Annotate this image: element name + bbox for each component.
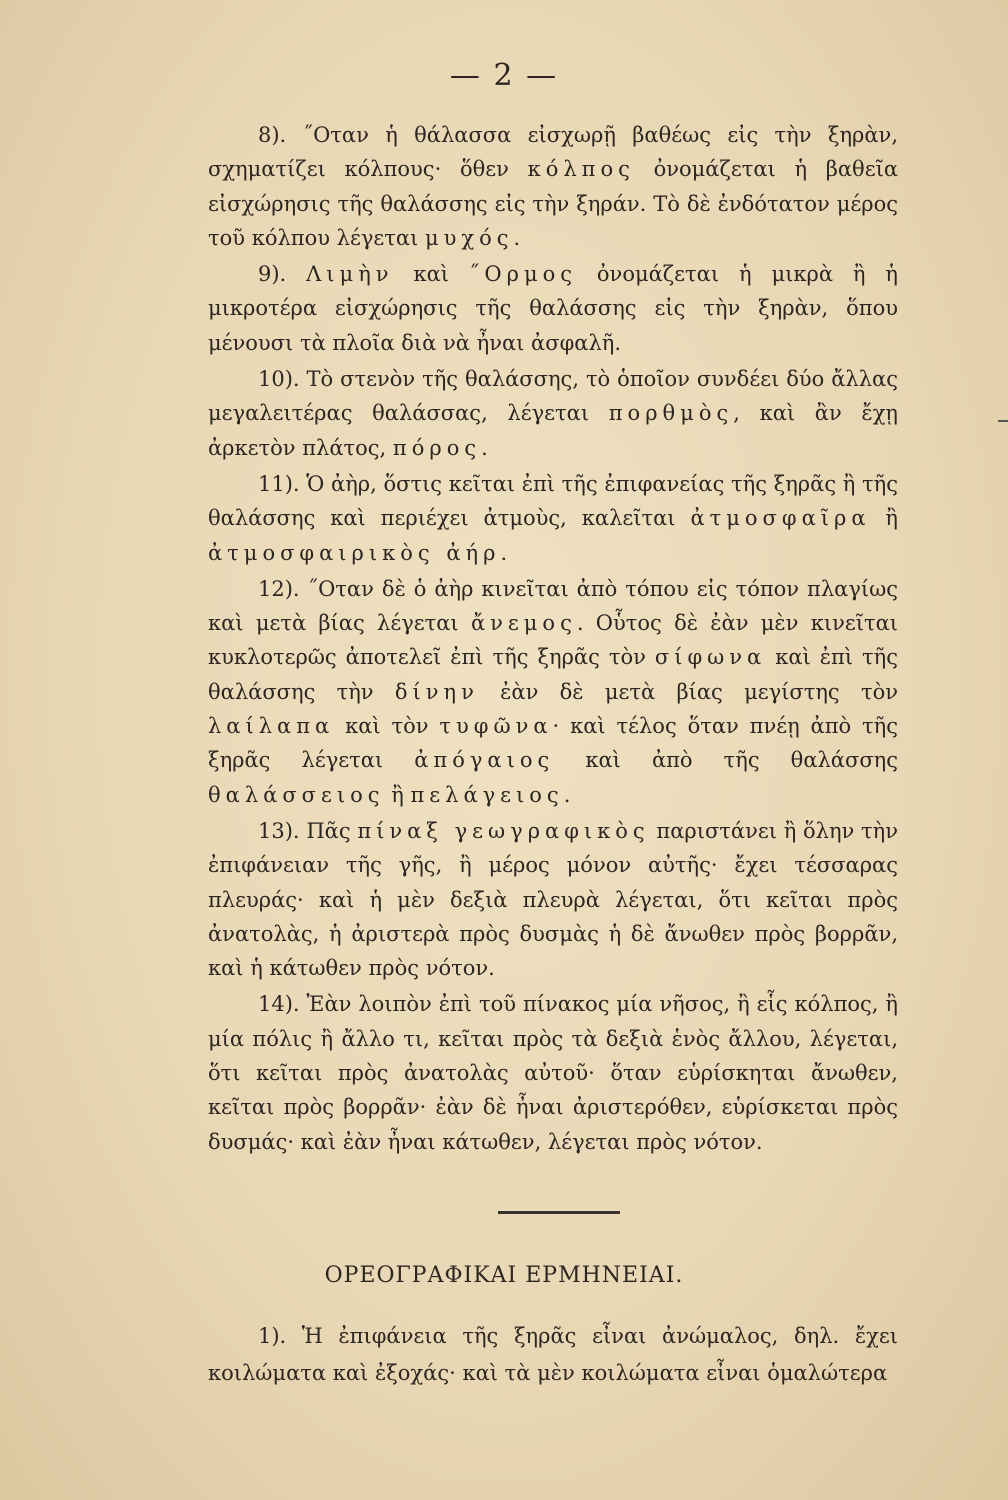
text-run: · καὶ τέλος ὅταν πνέῃ ἀπὸ τῆς ξηρᾶς λέγεται: [208, 714, 898, 773]
spaced-term: ἀτμοσφαῖρα: [690, 506, 871, 531]
text-run: καὶ ἀπὸ τῆς θαλάσσης: [554, 748, 898, 773]
text-run: ˝Οταν δὲ ὁ ἀὴρ κινεῖται ἀπὸ τόπου εἰς τόπον πλαγίως καὶ μετὰ βίας λέγεται: [208, 576, 898, 636]
paragraph-number: 12).: [258, 576, 300, 601]
text-run: Τὸ στενὸν τῆς θαλάσσης, τὸ ὁποῖον συνδέει δύο ἄλλας μεγαλειτέρας θαλάσσας, λέγεται: [208, 367, 898, 426]
section-divider: [498, 1211, 620, 1214]
spaced-term: θαλάσσειος: [208, 782, 385, 807]
paragraph-number: 9).: [258, 262, 287, 287]
spaced-term: μυχός: [425, 225, 514, 250]
spaced-term: δίνην: [394, 679, 479, 704]
paragraph: [208, 467, 898, 570]
text-run: Ὁ ἀὴρ, ὅστις κεῖται ἐπὶ τῆς ἐπιφανείας τῆς ξηρᾶς ἢ τῆς θαλάσσης καὶ περιέχει ἀτμοὺς, καλεῖται: [208, 471, 898, 531]
paragraph: [208, 362, 898, 465]
spaced-term: σίφωνα: [654, 645, 767, 670]
spaced-term: πόρος: [392, 435, 482, 460]
text-run: ἢ: [384, 782, 411, 807]
text-run: παριστάνει ἢ ὅλην τὴν ἐπιφάνειαν τῆς γῆς, ἢ μέρος μόνον αὐτῆς· ἔχει τέσσαρας πλευράς· καὶ ἡ μὲν δεξιὰ πλευρὰ λέγεται, ὅτι κεῖται πρὸς ἀνατολὰς, ἡ ἀριστερὰ πρὸς δυσμὰς ἡ δὲ ἄνωθεν πρὸς βορρᾶν, καὶ ἡ κάτωθεν πρὸς νότον.: [208, 818, 898, 981]
text-run: ἢ: [870, 506, 899, 531]
paragraph: [208, 257, 898, 360]
page-number: — 2 —: [449, 58, 559, 93]
text-run: ὀνομάζεται ἡ βαθεῖα εἰσχώρησις τῆς θαλάσσης εἰς τὴν ξηράν. Τὸ δὲ ἐνδότατον μέρος τοῦ κόλπου λέγεται: [208, 157, 898, 250]
paragraph-number: 11).: [258, 471, 300, 496]
paragraph-number: 8).: [258, 123, 287, 147]
text-run: , καὶ ἂν ἔχῃ ἀρκετὸν πλάτος,: [208, 401, 899, 460]
body-text: [208, 118, 898, 1159]
text-run: . Οὗτος δὲ ἐὰν μὲν κινεῖται κυκλοτερῶς ἀποτελεῖ ἐπὶ τῆς ξηρᾶς τὸν: [208, 611, 898, 670]
spaced-term: πίναξ γεωγραφικὸς: [357, 818, 650, 843]
spaced-term: ἄνεμος: [470, 611, 577, 636]
spaced-term: πελάγειος: [410, 782, 564, 807]
text-run: .: [500, 540, 508, 565]
text-run: ὀνομάζεται ἡ μικρὰ ἢ ἡ μικροτέρα εἰσχώρησις τῆς θαλάσσης εἰς τὴν ξηρὰν, ὅπου μένουσι τὰ πλοῖα διὰ νὰ ἦναι ἀσφαλῆ.: [208, 262, 898, 355]
spaced-term: πορθμὸς: [608, 401, 734, 426]
text-run: Πᾶς: [306, 818, 358, 843]
paragraph-number: 1).: [258, 1324, 287, 1348]
text-run: .: [513, 225, 521, 250]
text-run: .: [563, 782, 571, 807]
text-run: Ἡ ἐπιφάνεια τῆς ξηρᾶς εἶναι ἀνώμαλος, δηλ. ἔχει κοιλώματα καὶ ἐξοχάς· καὶ τὰ μὲν κοιλώματα εἶναι ὁμαλώτερα: [208, 1324, 898, 1385]
paragraph: [208, 572, 898, 812]
text-run: καὶ ἐπὶ τῆς θαλάσσης τὴν: [208, 645, 898, 704]
paragraph: [208, 118, 898, 255]
paragraph: [208, 814, 898, 985]
spaced-term: τυφῶνα: [439, 714, 553, 739]
paragraph-number: 13).: [258, 818, 300, 843]
text-run: .: [481, 435, 488, 460]
paragraph-number: 10).: [258, 367, 300, 392]
paragraph-number: 14).: [258, 992, 300, 1017]
spaced-term: κόλπος: [527, 157, 635, 182]
text-run: καὶ τὸν: [334, 714, 440, 739]
text-run: ἐὰν δὲ μετὰ βίας μεγίστης τὸν: [478, 679, 898, 704]
spaced-term: ἀτμοσφαιρικὸς ἀήρ: [208, 540, 501, 565]
spaced-term: λαίλαπα: [208, 714, 335, 739]
spaced-term: Λιμὴν: [306, 262, 394, 287]
section-body-text: [208, 1318, 898, 1392]
margin-mark: [998, 420, 1008, 422]
paragraph: [208, 1318, 898, 1392]
text-run: Ἐὰν λοιπὸν ἐπὶ τοῦ πίνακος μία νῆσος, ἢ εἷς κόλπος, ἢ μία πόλις ἢ ἄλλο τι, κεῖται πρὸς τὰ δεξιὰ ἑνὸς ἄλλου, λέγεται, ὅτι κεῖται πρὸς ἀνατολὰς αὐτοῦ· ὅταν εὑρίσκηται ἄνωθεν, κεῖται πρὸς βορρᾶν· ἐὰν δὲ ἦναι ἀριστερόθεν, εὑρίσκεται πρὸς δυσμάς· καὶ ἐὰν ἦναι κάτωθεν, λέγεται πρὸς νότον.: [208, 992, 898, 1154]
spaced-term: ˝Ορμος: [468, 262, 578, 287]
section-heading: ΟΡΕΟΓΡΑΦΙΚΑΙ ΕΡΜΗΝΕΙΑΙ.: [324, 1263, 684, 1288]
spaced-term: ἀπόγαιος: [414, 748, 555, 773]
text-run: καὶ: [393, 262, 469, 287]
text-run: ˝Οταν ἡ θάλασσα εἰσχωρῇ βαθέως εἰς τὴν ξηρὰν, σχηματίζει κόλπους· ὅθεν: [208, 123, 898, 182]
paragraph: [208, 987, 898, 1158]
